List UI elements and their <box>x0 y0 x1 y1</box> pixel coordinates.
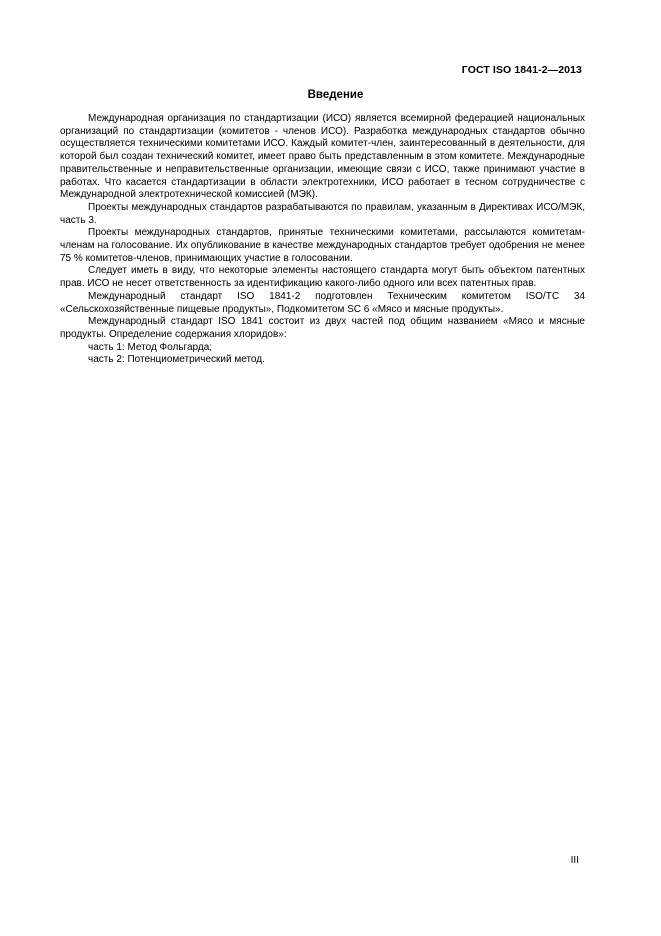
paragraph-voting: Проекты международных стандартов, принятые техническими комитетами, рассылаются комитетам-членам на голосование. Их опубликование в качестве международных стандартов требует одобрения не менее 75 % комитетов-членов, принимающих участие в голосовании. <box>60 227 585 264</box>
paragraph-prepared-by: Международный стандарт ISO 1841-2 подготовлен Техническим комитетом ISO/TC 34 «Сельскохозяйственные пищевые продукты», Подкомитетом SC 6 «Мясо и мясные продукты». <box>60 290 585 315</box>
standard-code-header: ГОСТ ISO 1841-2—2013 <box>461 64 582 76</box>
paragraph-parts-intro: Международный стандарт ISO 1841 состоит из двух частей под общим названием «Мясо и мясные продукты. Определение содержания хлоридов»: <box>60 316 585 340</box>
list-item-part-1: часть 1: Метод Фольгарда; <box>88 341 213 353</box>
paragraph-iso-organization: Международная организация по стандартизации (ИСО) является всемирной федерацией национальных организаций по стандартизации (комитетов - членов ИСО). Разработка международных стандартов обычно осуществляется техническими комитетами ИСО. Каждый комитет-член, заинтересованный в деятельности, для которой был создан технический комитет, имеет право быть представленным в этом комитете. Международные правительственные и неправительственные организации, имеющие связи с ИСО, также принимают участие в работах. Что касается стандартизации в области электротехники, ИСО работает в тесном сотрудничестве с Международной электротехнической комиссией (МЭК). <box>60 113 585 201</box>
page-number: III <box>570 855 579 866</box>
section-title: Введение <box>307 89 364 101</box>
paragraph-draft-rules: Проекты международных стандартов разрабатываются по правилам, указанным в Директивах ИСО/МЭК, часть 3. <box>60 201 585 226</box>
introduction-body <box>60 113 585 367</box>
list-item-part-2: часть 2: Потенциометрический метод. <box>88 354 265 366</box>
paragraph-patent-rights: Следует иметь в виду, что некоторые элементы настоящего стандарта могут быть объектом патентных прав. ИСО не несет ответственность за идентификацию какого-либо одного или всех патентных прав. <box>60 265 585 290</box>
